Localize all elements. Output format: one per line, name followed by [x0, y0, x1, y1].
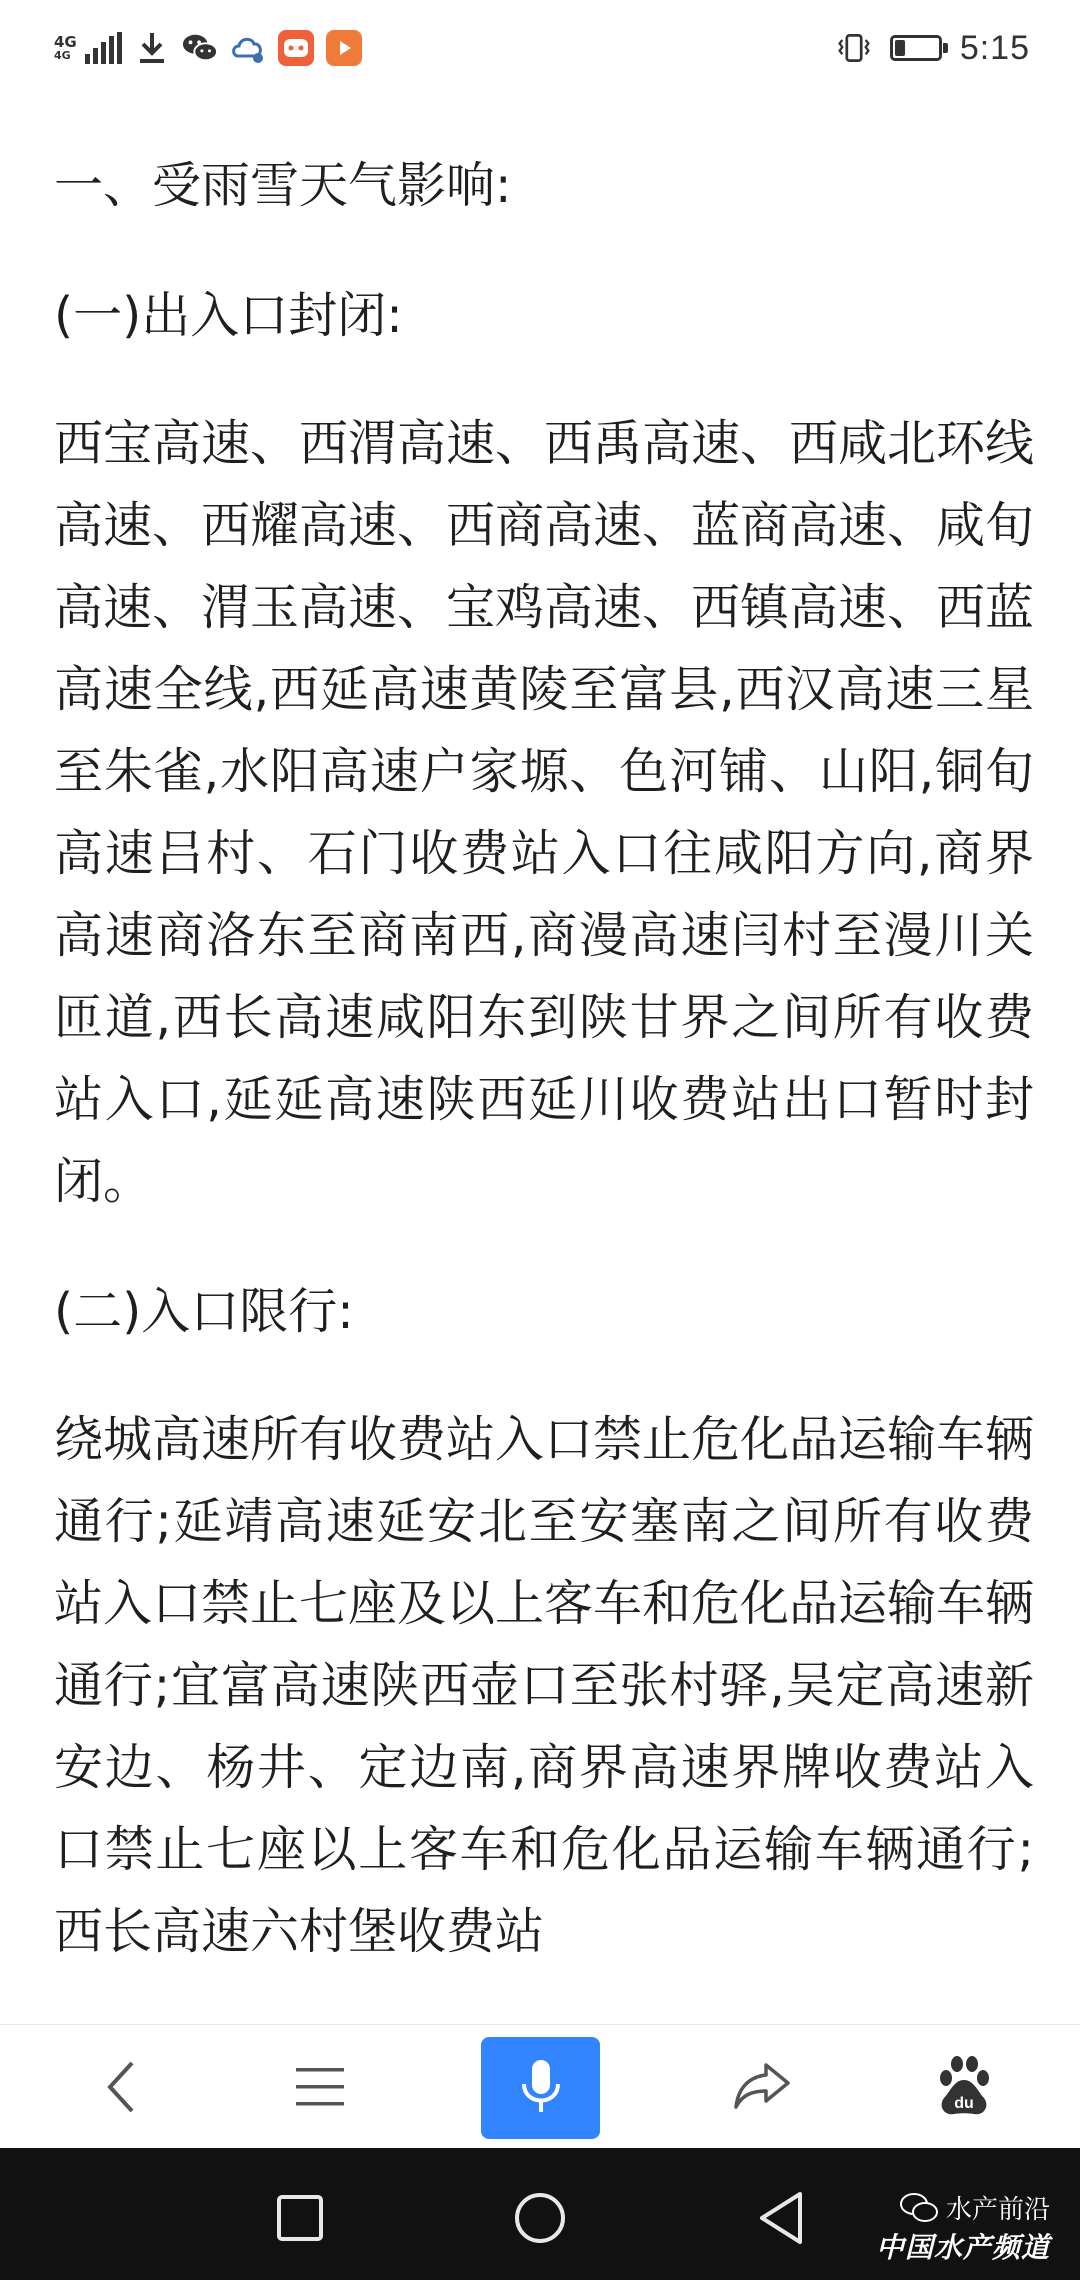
network-type-top: 4G [54, 33, 77, 51]
menu-button[interactable] [270, 2037, 370, 2137]
share-icon [732, 2061, 792, 2113]
section2-title: (二)入口限行: [54, 1283, 354, 1340]
wechat-icon [182, 30, 218, 66]
clock-time: 5:15 [959, 28, 1030, 67]
recent-apps-icon [275, 2193, 325, 2243]
back-icon [102, 2057, 142, 2117]
wechat-watermark-icon [900, 2192, 938, 2224]
watermark-channel: 中国水产频道 [875, 2231, 1050, 2264]
section1-title: (一)出入口封闭: [54, 287, 403, 344]
status-bar [0, 0, 1080, 96]
system-back-button[interactable] [742, 2178, 822, 2258]
home-icon [512, 2190, 568, 2246]
download-icon [134, 30, 170, 66]
back-triangle-icon [756, 2190, 808, 2246]
network-type-bottom: 4G [54, 49, 71, 62]
baidu-paw-icon [934, 2056, 994, 2118]
baidu-label: du [954, 2095, 974, 2112]
article-heading: 一、受雨雪天气影响: [54, 157, 512, 214]
section1-body: 西宝高速、西渭高速、西禹高速、西咸北环线高速、西耀高速、西商高速、蓝商高速、咸旬高速、渭玉高速、宝鸡高速、西镇高速、西蓝高速全线,西延高速黄陵至富县,西汉高速三星至朱雀,水阳高速户家塬、色河铺、山阳,铜旬高速吕村、石门收费站入口往咸阳方向,商界高速商洛东至商南西,商漫高速闫村至漫川关匝道,西长高速咸阳东到陕甘界之间所有收费站入口,延延高速陕西延川收费站出口暂时封闭。 [54, 415, 1035, 1210]
baidu-button[interactable] [914, 2037, 1014, 2137]
menu-icon [294, 2064, 346, 2110]
app-badge-icon [278, 30, 314, 66]
microphone-icon [519, 2058, 563, 2118]
status-bar-right [836, 20, 1030, 76]
section2-body: 绕城高速所有收费站入口禁止危化品运输车辆通行;延靖高速延安北至安塞南之间所有收费站入口禁止七座及以上客车和危化品运输车辆通行;宜富高速陕西壶口至张村驿,吴定高速新安边、杨井、定边南,商界高速界牌收费站入口禁止七座以上客车和危化品运输车辆通行;西长高速六村堡收费站 [54, 1411, 1035, 1960]
voice-search-button[interactable] [481, 2037, 600, 2139]
back-button[interactable] [72, 2037, 172, 2137]
article-content [54, 145, 1034, 1973]
watermark-account-name: 水产前沿 [945, 2195, 1050, 2225]
signal-icon [85, 32, 122, 64]
share-button[interactable] [712, 2037, 812, 2137]
network-type-label [54, 34, 77, 62]
battery-icon [890, 35, 942, 61]
system-navigation-bar [0, 2148, 1080, 2280]
home-button[interactable] [500, 2178, 580, 2258]
watermark [876, 2189, 1050, 2266]
recent-apps-button[interactable] [260, 2178, 340, 2258]
video-app-icon [326, 30, 362, 66]
cloud-chat-icon [230, 30, 266, 66]
browser-toolbar [0, 2024, 1080, 2149]
watermark-top-row [876, 2189, 1050, 2226]
vibrate-icon [836, 30, 872, 66]
status-bar-left [54, 20, 362, 76]
battery-level-fill [895, 40, 905, 56]
